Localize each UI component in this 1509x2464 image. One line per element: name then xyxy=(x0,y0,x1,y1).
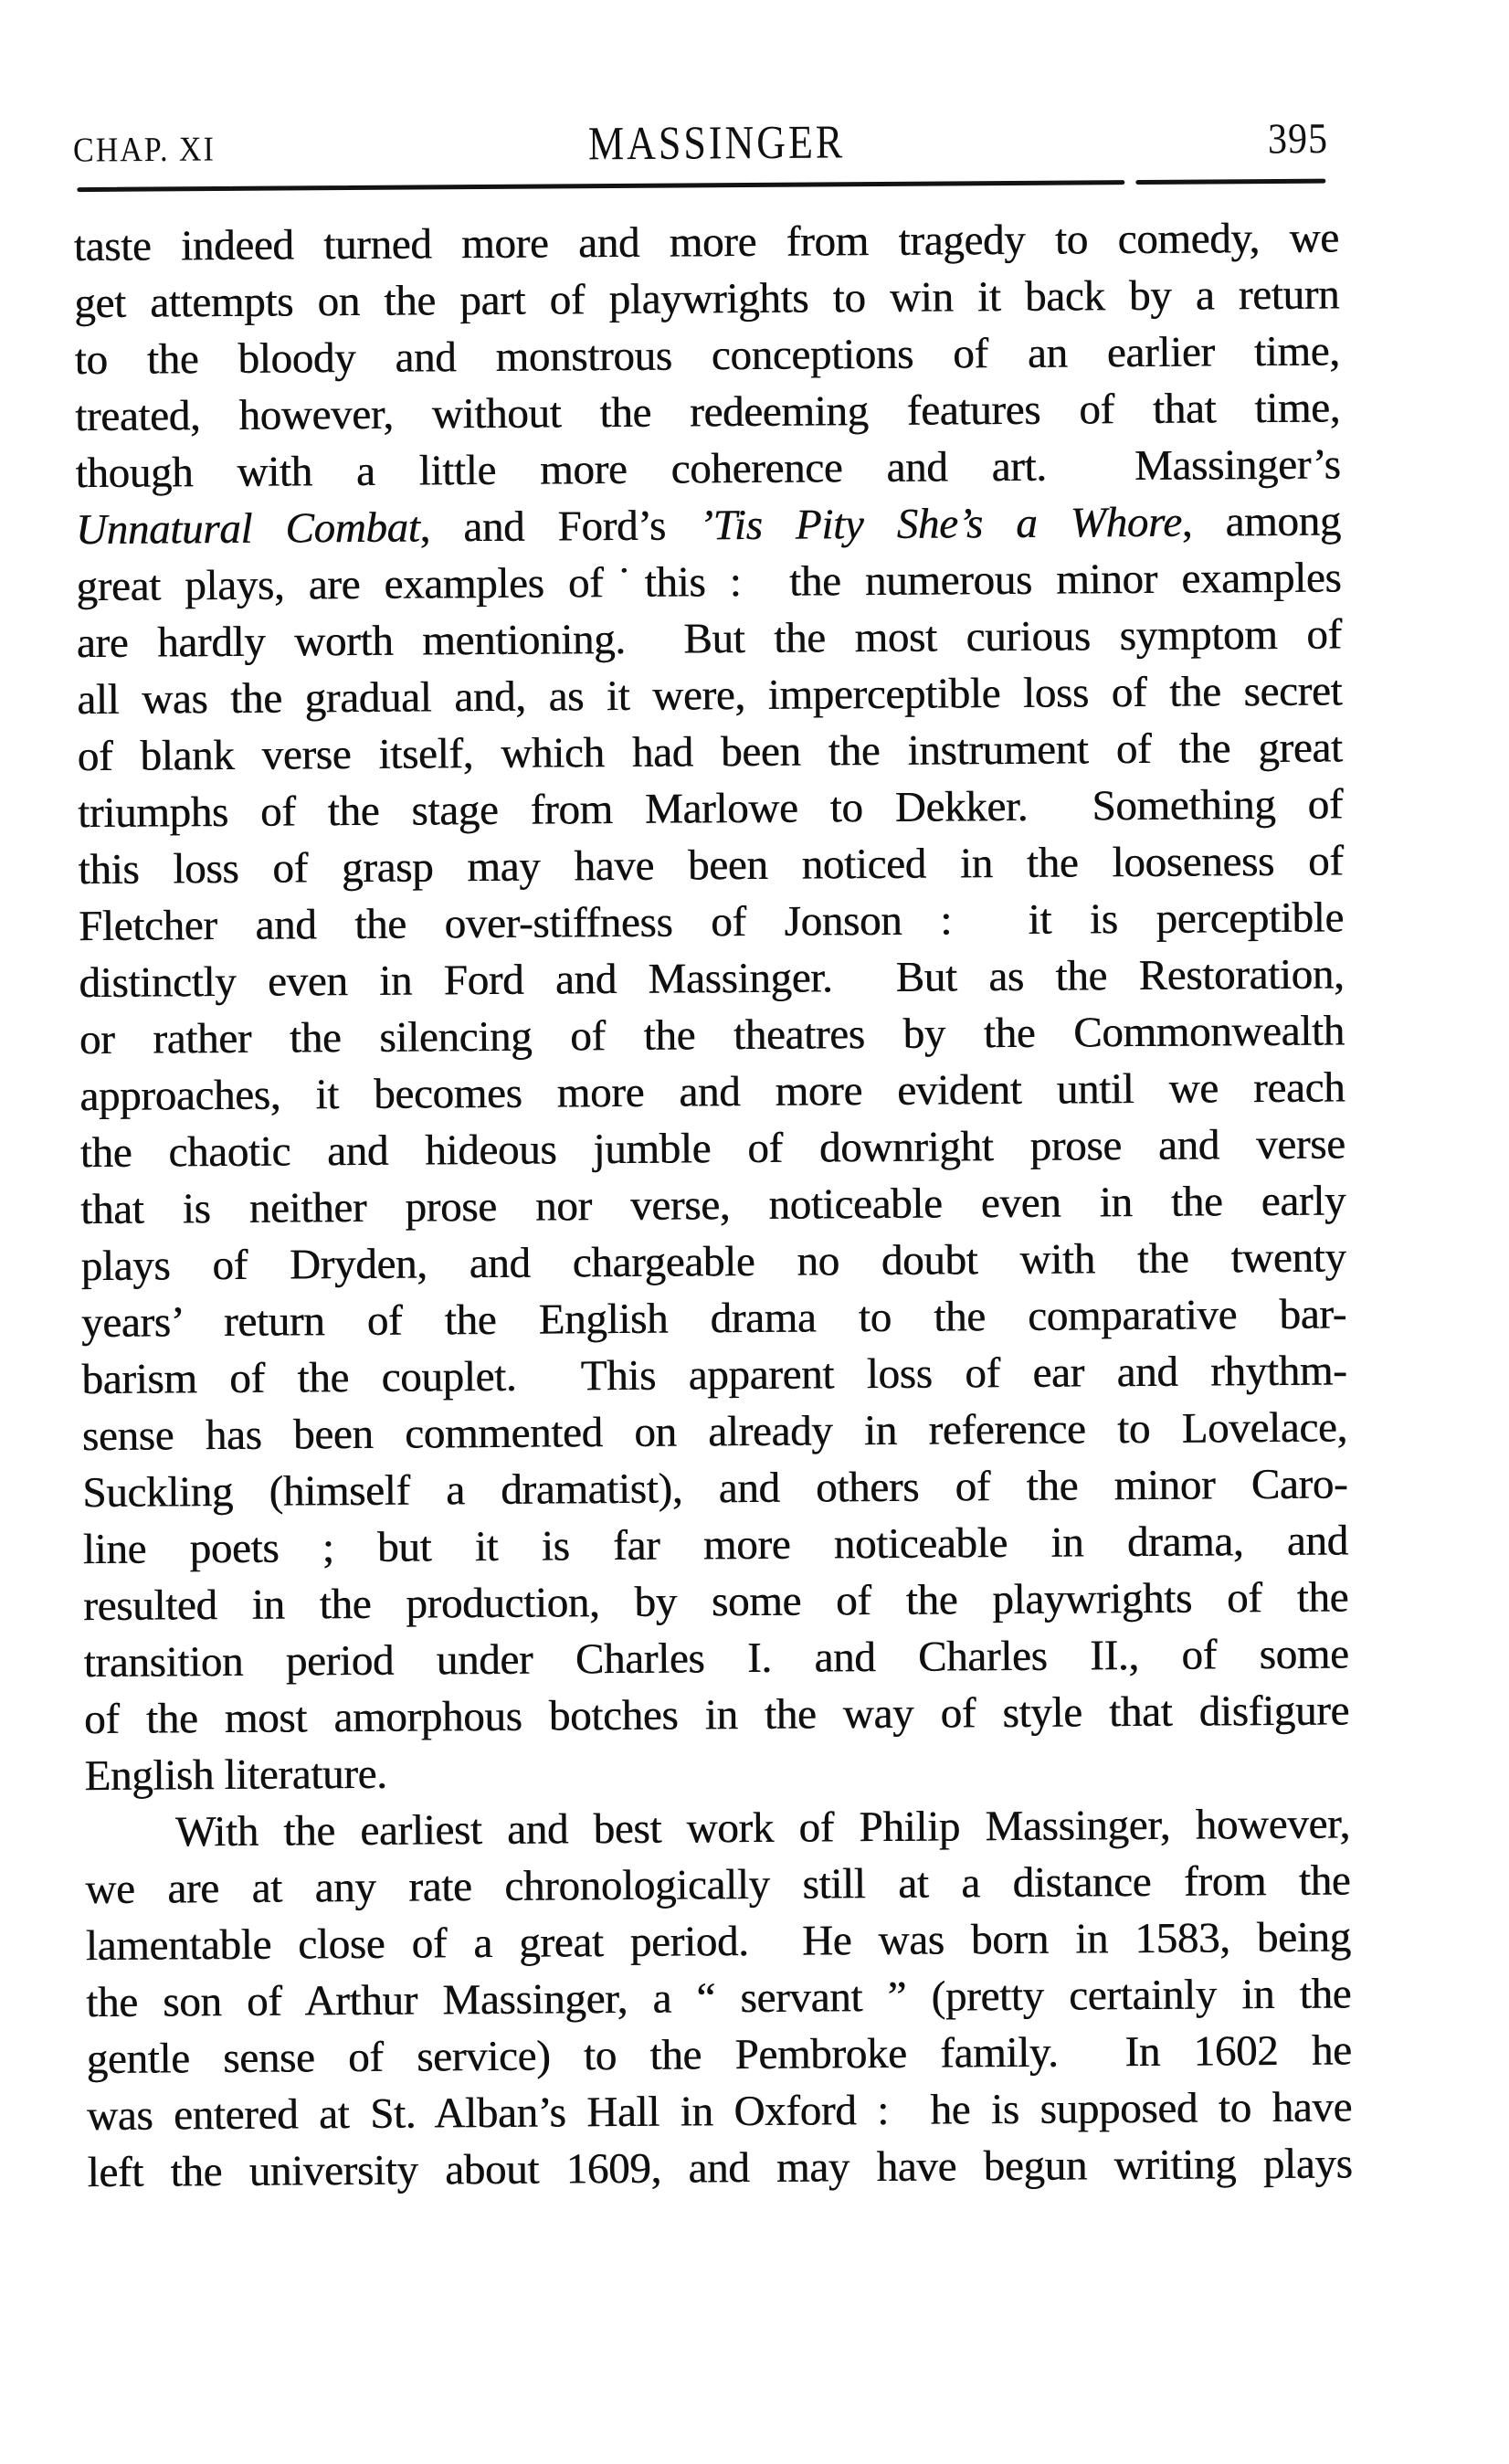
text-line xyxy=(86,1909,1351,1974)
text-line xyxy=(79,1059,1345,1125)
text-line xyxy=(79,1002,1345,1068)
text-line xyxy=(74,266,1339,332)
text-run: Fletcher and the over-stiffness of Jonson : it is perceptible xyxy=(78,894,1345,951)
text-line xyxy=(84,1682,1349,1748)
text-line xyxy=(80,1172,1345,1238)
header-rule-segment xyxy=(1135,179,1325,185)
text-run-italic: Unnatural Combat xyxy=(75,503,420,555)
text-line xyxy=(87,2135,1352,2201)
text-run: are hardly worth mentioning. But the most curious symptom of xyxy=(76,610,1342,668)
text-run: all was the gradual and, as it were, imperceptible loss of the secret xyxy=(77,667,1343,724)
text-line xyxy=(78,832,1343,898)
text-line xyxy=(77,662,1342,728)
text-run: though with a little more coherence and art. Massinger’s xyxy=(75,440,1341,498)
text-line xyxy=(76,549,1341,615)
text-run: Suckling (himself a dramatist), and others of the minor Caro- xyxy=(82,1460,1348,1518)
text-run: lamentable close of a great period. He was born in 1583, being xyxy=(85,1913,1351,1971)
text-run: transition period under Charles I. and Charles II., of some xyxy=(83,1630,1349,1687)
text-run: was entered at St. Alban’s Hall in Oxford : he is supposed to have xyxy=(86,2083,1353,2141)
text-run: get attempts on the part of playwrights to win it back by a return xyxy=(74,270,1340,328)
running-header-chapter: CHAP. XI xyxy=(72,131,216,170)
header-rule-segment xyxy=(77,180,1124,192)
text-run: of blank verse itself, which had been the instrument of the great xyxy=(77,724,1343,781)
text-run: this loss of grasp may have been noticed in the looseness of xyxy=(78,837,1344,894)
text-line xyxy=(83,1625,1348,1691)
text-run: triumphs of the stage from Marlowe to Dekker. Something of xyxy=(77,780,1344,838)
text-line xyxy=(81,1342,1346,1408)
page-number: 395 xyxy=(1267,115,1329,164)
text-line xyxy=(75,379,1340,445)
text-line xyxy=(78,776,1343,841)
text-run: we are at any rate chronologically still at a distance from the xyxy=(85,1856,1351,1914)
text-line xyxy=(74,209,1339,275)
text-line xyxy=(77,606,1342,672)
text-run: that is neither prose nor verse, noticeable even in the early xyxy=(79,1177,1346,1234)
text-run: or rather the silencing of the theatres by the Commonwealth xyxy=(79,1007,1345,1064)
text-run: plays of Dryden, and chargeable no doubt with the twenty xyxy=(80,1233,1346,1291)
text-run: the son of Arthur Massinger, a “ servant ” (pretty certainly in the xyxy=(86,1970,1352,2027)
text-line xyxy=(87,2078,1352,2144)
text-run: English literature. xyxy=(84,1750,387,1801)
text-run: the chaotic and hideous jumble of downright prose and verse xyxy=(79,1120,1345,1178)
text-run: of the most amorphous botches in the way of style that disfigure xyxy=(83,1687,1350,1744)
text-line xyxy=(82,1399,1347,1465)
text-run: With the earliest and best work of Philip Massinger, however, xyxy=(174,1800,1351,1856)
text-run: treated, however, without the redeeming features of that time, xyxy=(74,384,1341,441)
text-line xyxy=(74,323,1339,388)
text-run: barism of the couplet. This apparent loss of ear and rhythm- xyxy=(81,1347,1347,1404)
text-run: taste indeed turned more and more from tragedy to comedy, we xyxy=(73,214,1339,271)
text-line xyxy=(79,946,1344,1011)
text-line xyxy=(86,2022,1351,2088)
text-line xyxy=(81,1285,1346,1351)
text-line xyxy=(79,889,1344,955)
running-header-title: MASSINGER xyxy=(587,115,846,171)
text-run: approaches, it becomes more and more evident until we reach xyxy=(79,1063,1345,1121)
text-run: great plays, are examples of˙this : the numerous minor examples xyxy=(76,554,1342,611)
text-line xyxy=(77,719,1342,785)
text-run: line poets ; but it is far more noticeable in drama, and xyxy=(82,1517,1348,1574)
text-line xyxy=(75,436,1340,502)
text-line xyxy=(85,1852,1350,1918)
text-run: sense has been commented on already in reference to Lovelace, xyxy=(81,1403,1348,1461)
text-line xyxy=(86,1965,1351,2031)
text-line xyxy=(84,1739,1349,1804)
text-run-italic: ’Tis Pity She’s a Whore xyxy=(698,498,1182,550)
text-run: distinctly even in Ford and Massinger. But as the Restoration, xyxy=(79,950,1345,1008)
text-line xyxy=(83,1512,1348,1578)
text-run: to the bloody and monstrous conceptions of an earlier time, xyxy=(74,327,1340,385)
text-run: , among xyxy=(1181,497,1342,546)
text-line xyxy=(82,1455,1347,1521)
text-run: left the university about 1609, and may have begun writing plays xyxy=(87,2140,1353,2197)
text-line xyxy=(80,1229,1345,1295)
text-run: gentle sense of service) to the Pembroke family. In 1602 he xyxy=(86,2026,1352,2084)
text-run: resulted in the production, by some of the playwrights of the xyxy=(82,1573,1349,1631)
text-run: years’ return of the English drama to the comparative bar- xyxy=(80,1290,1347,1348)
page-body xyxy=(74,209,1353,2201)
text-line xyxy=(76,492,1341,558)
text-line xyxy=(85,1795,1350,1861)
text-line xyxy=(83,1569,1348,1634)
text-run: , and Ford’s xyxy=(419,502,700,552)
text-line xyxy=(80,1116,1345,1181)
